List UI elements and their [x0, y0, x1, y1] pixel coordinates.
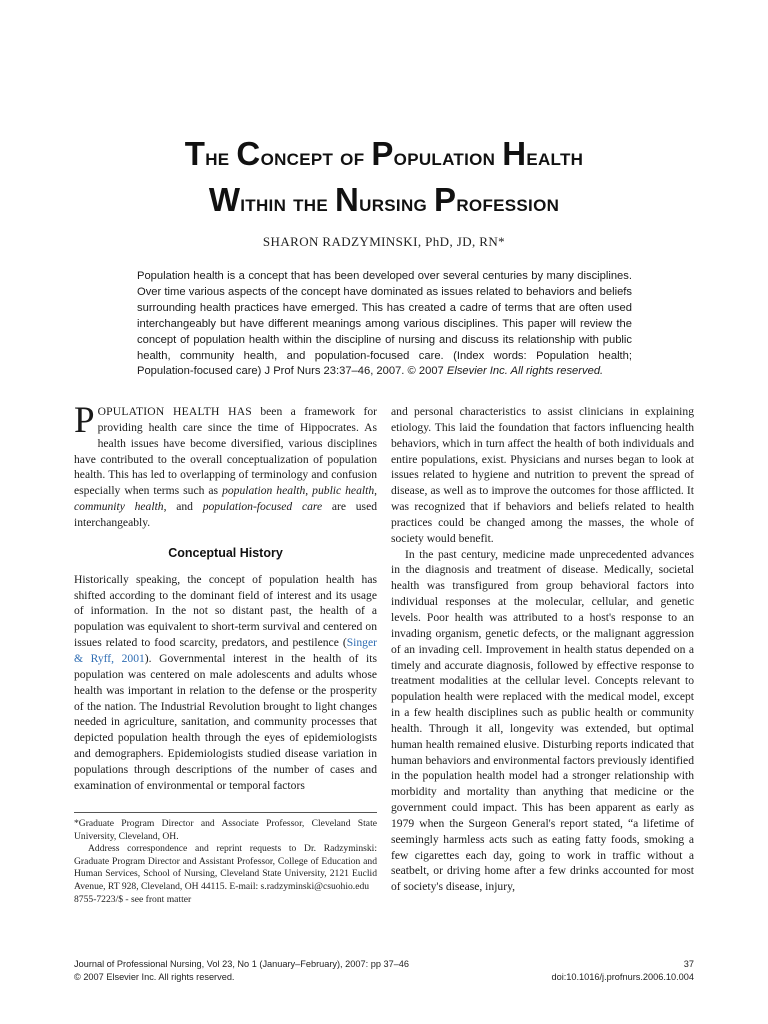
title-word: Population — [371, 135, 496, 172]
body-paragraph: In the past century, medicine made unprecedented advances in the diagnosis and treatment of disease. Medically, societal health was transfigured from group behavioral factors into individual responses at the molecular, cellular, and genetic levels. Poor health was attributed to a host's response to an invading organism, genetic defects, or the malignant aggression of an invading cell. Improvement in health status depended on a timely and accurate diagnosis, followed by effective response to treatment modalities at the cellular level. Concepts relevant to population health were replaced with the medical model, except in a few health disciplines such as public health or community health. Through it all, longevity was extended, but optimal human health remained elusive. Disturbing reports indicated that human behaviors and environmental factors previously identified in the population health model had a stronger relationship with morbidity and mortality than anything that medicine or the government could impact. This has been apparent as early as 1979 when the Surgeon General's report stated, “a lifetime of seemingly harmless acts such as eating fatty foods, smoking a few cigarettes each day, going to work in traffic without a seatbelt, or driving home after a few drinks accounted for most of society's disease, injury, — [391, 547, 694, 894]
section-heading: Conceptual History — [168, 545, 283, 560]
title-word: Profession — [434, 181, 560, 218]
abstract-copyright: Elsevier Inc. All rights reserved. — [446, 365, 604, 378]
title-word: Health — [502, 135, 584, 172]
footer-copyright: © 2007 Elsevier Inc. All rights reserved. — [74, 972, 235, 982]
footnote-correspondence: Address correspondence and reprint requests to Dr. Radzyminski: Graduate Program Director and Assistant Professor, College of Education and Human Services, School of Nursing, Cleveland State University, 2121 Euclid Avenue, RT 928, Cleveland, OH 44115. E-mail: s.radzyminski@csuohio.edu — [74, 843, 377, 892]
intro-paragraph: POPULATION HEALTH HAS been a framework for providing health care since the time of Hippocrates. As health issues have become diversified, various disciplines have contributed to the overall conceptualization of population health. This has led to overlapping of terminology and confusion especially when terms such as population health, public health, community health, and population-focused care are used interchangeably. — [74, 400, 378, 529]
title-word: of — [340, 144, 365, 171]
page-number: 37 — [683, 959, 694, 969]
history-paragraph: Historically speaking, the concept of population health has shifted according to the dominant field of interest and its usage of information. In the not so distant past, the health of a population was equivalent to short-term survival and centered on issues related to food scarcity, predators, and pestilence (Singer & Ryff, 2001). Governmental interest in the health of its population was centered on male adolescents and adults whose health was important in relation to the defense or the prosperity of the nation. The Industrial Revolution brought to light changes needed in agriculture, sanitation, and community processes that depicted population health through the eyes of epidemiologists and demographers. Epidemiologists studied disease variation in populations through descriptions of the number of cases and examination of environmental or temporal factors — [74, 572, 377, 792]
title-word: Within — [208, 181, 287, 218]
footer-page-info — [551, 958, 694, 984]
intro-caps: OPULATION HEALTH HAS — [97, 405, 252, 418]
article-title — [40, 133, 728, 225]
drop-cap: P — [74, 400, 95, 441]
doi: doi:10.1016/j.profnurs.2006.10.004 — [551, 972, 694, 982]
footnote-affiliation: *Graduate Program Director and Associate Professor, Cleveland State University, Cleveland, OH. — [74, 818, 377, 842]
title-line-2 — [208, 181, 560, 218]
title-word: Concept — [236, 135, 334, 172]
title-word: Nursing — [335, 181, 428, 218]
footnote-issn: 8755-7223/$ - see front matter — [74, 893, 192, 905]
right-column — [391, 404, 694, 895]
body-paragraph: and personal characteristics to assist clinicians in explaining etiology. This laid the foundation that factors influencing health behaviors, which in turn affect the health of both individuals and entire populations, exist. Physicians and nurses began to look at issues related to hygiene and nutrition to prevent the spread of disease, as well as to improve the outcomes for those afflicted. It was recognized that if behaviors and beliefs related to health practices could be changed among the masses, the whole of society would benefit. — [391, 405, 694, 545]
footnote-divider — [74, 812, 377, 813]
title-word: the — [293, 190, 329, 217]
footer-journal-info — [74, 958, 409, 984]
author-line: SHARON RADZYMINSKI, PhD, JD, RN* — [262, 234, 506, 249]
left-column — [74, 400, 378, 794]
abstract-body: Population health is a concept that has been developed over several centuries by many disciplines. Over time various aspects of the concept have dominated as issues related to behaviors and beliefs surrounding health practices have emerged. This has created a cadre of terms that are often used interchangeably but have different meanings among various disciplines. This paper will review the concept of population health within the discipline of nursing and discuss its relationship with public health, community health, and population-focused care. (Index words: Population health; Population-focused care) J Prof Nurs 23:37–46, 2007. © 2007 — [137, 270, 632, 378]
footer-journal: Journal of Professional Nursing, Vol 23, No 1 (January–February), 2007: pp 37–46 — [74, 959, 410, 969]
footnotes — [74, 818, 377, 906]
citation-link[interactable]: Singer & Ryff, 2001 — [74, 636, 377, 665]
title-word: The — [184, 135, 230, 172]
abstract — [137, 269, 632, 380]
title-line-1 — [184, 135, 584, 172]
